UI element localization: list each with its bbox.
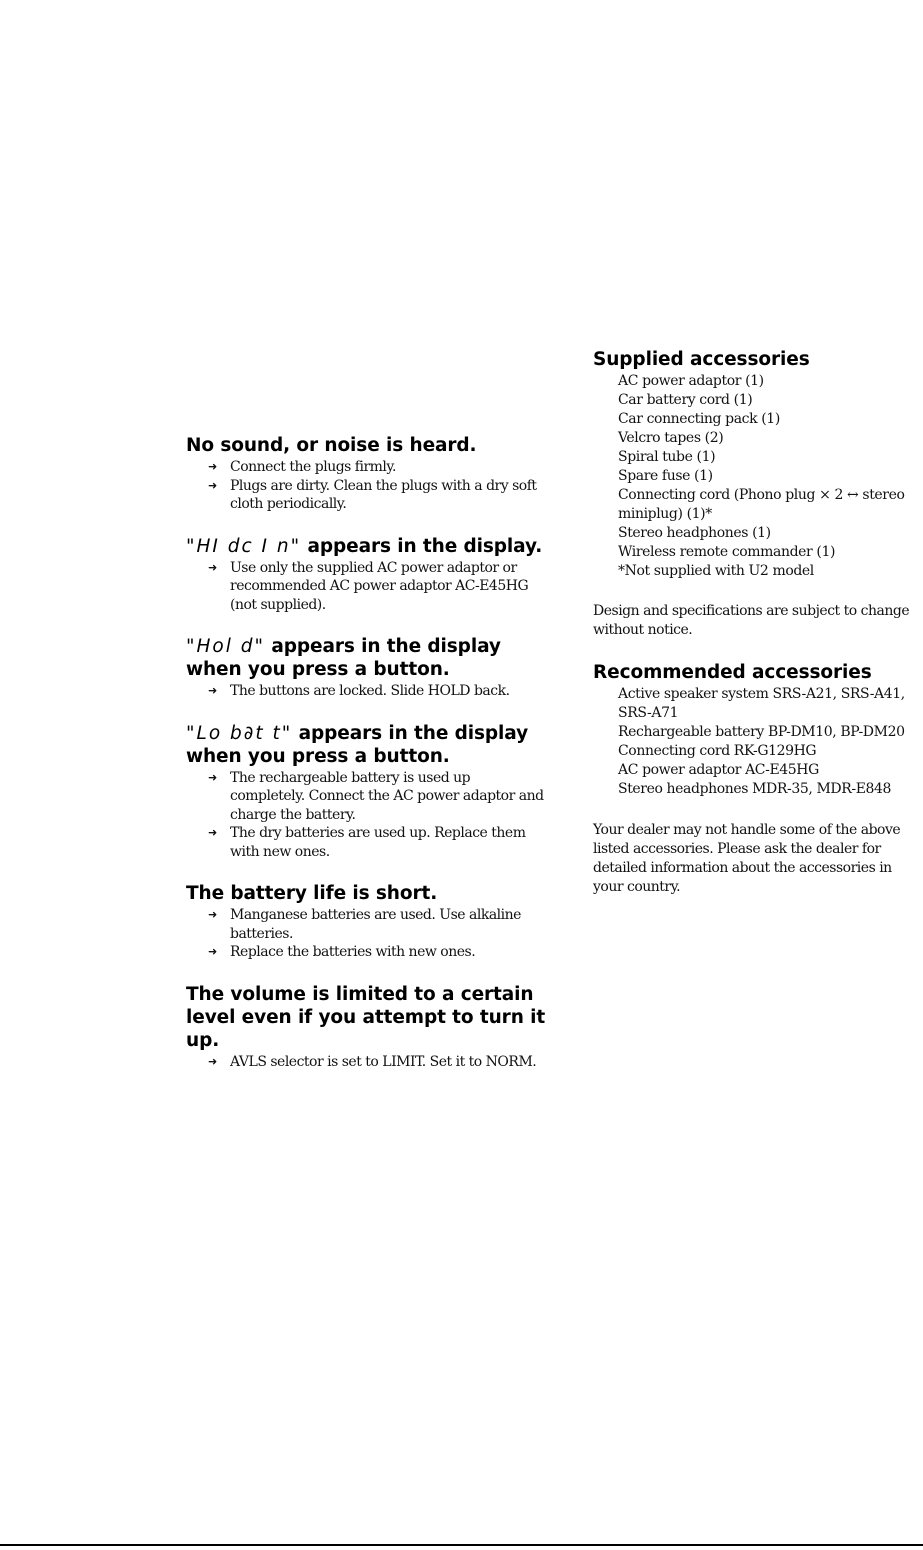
right-arrow-icon: ➜ (208, 770, 217, 784)
trouble-heading: "HI dc I n" appears in the display. (186, 535, 543, 557)
right-arrow-icon: ➜ (208, 478, 217, 492)
list-item: ➜ AVLS selector is set to LIMIT. Set it to NORM. (208, 1053, 537, 1070)
list-item: Wireless remote commander (1) (618, 544, 836, 560)
list-item: Rechargeable battery BP-DM10, BP-DM20 (618, 724, 905, 740)
remedy-list (186, 458, 546, 514)
right-arrow-icon: ➜ (208, 560, 217, 574)
list-item: Car battery cord (1) (618, 392, 753, 408)
list-item: ➜ Manganese batteries are used. Use alkaline batteries. (208, 907, 521, 942)
right-arrow-icon: ➜ (208, 684, 217, 697)
trouble-heading: The volume is limited to a certain level even if you attempt to turn it up. (186, 983, 546, 1051)
list-item: AC power adaptor (1) (618, 373, 764, 389)
right-arrow-icon: ➜ (208, 460, 217, 473)
remedy-list (186, 559, 546, 615)
list-item: Stereo headphones MDR-35, MDR-E848 (618, 781, 892, 797)
recommended-accessories-heading: Recommended accessories (593, 662, 872, 683)
footnote: *Not supplied with U2 model (618, 563, 814, 579)
accessories-column (593, 348, 919, 897)
list-item: Spare fuse (1) (618, 468, 713, 484)
trouble-heading: No sound, or noise is heard. (186, 435, 477, 456)
trouble-volume-limited (186, 983, 546, 1072)
list-item: ➜ The dry batteries are used up. Replace them with new ones. (208, 825, 526, 860)
trouble-hold (186, 635, 546, 701)
remedy-list (186, 682, 546, 701)
list-item: AC power adaptor AC-E45HG (618, 762, 819, 778)
page-bottom-rule (0, 1544, 923, 1546)
troubleshooting-column (186, 434, 546, 1092)
list-item: ➜ Replace the batteries with new ones. (208, 944, 476, 960)
trouble-heading: The battery life is short. (186, 883, 438, 904)
remedy-list (186, 1053, 546, 1072)
list-item: Active speaker system SRS-A21, SRS-A41, SRS-A71 (618, 686, 905, 721)
right-arrow-icon: ➜ (208, 826, 217, 839)
display-segment-text: "HI dc I n" (186, 535, 302, 557)
list-item: ➜ Plugs are dirty. Clean the plugs with a dry soft cloth periodically. (208, 477, 537, 512)
list-item: Connecting cord (Phono plug × 2 ↔ stereo miniplug) (1)* (618, 487, 905, 522)
trouble-heading: "Hol d" appears in the display when you press a button. (186, 636, 501, 680)
remedy-list (186, 906, 546, 962)
recommended-accessories-list (593, 685, 919, 799)
list-item: ➜ Use only the supplied AC power adaptor or recommended AC power adaptor AC-E45HG (not supplied). (208, 559, 529, 613)
list-item: Spiral tube (1) (618, 449, 716, 465)
remedy-list (186, 769, 546, 862)
list-item: ➜ The rechargeable battery is used up completely. Connect the AC power adaptor and charge the battery. (208, 769, 544, 823)
right-arrow-icon: ➜ (208, 945, 217, 958)
design-change-notice: Design and specifications are subject to change without notice. (593, 603, 910, 638)
list-item: ➜ Connect the plugs firmly. (208, 459, 396, 475)
right-arrow-icon: ➜ (208, 1054, 217, 1068)
list-item: Velcro tapes (2) (618, 430, 724, 446)
right-arrow-icon: ➜ (208, 908, 217, 921)
dealer-notice: Your dealer may not handle some of the above listed accessories. Please ask the dealer for detailed information about the accessories in your country. (593, 822, 901, 895)
list-item: ➜ The buttons are locked. Slide HOLD back. (208, 683, 510, 699)
display-segment-text: "Lo b∂t t" (186, 722, 293, 744)
list-item: Connecting cord RK-G129HG (618, 743, 817, 759)
trouble-hi-dc-in (186, 535, 546, 615)
supplied-accessories-heading: Supplied accessories (593, 349, 810, 370)
trouble-battery-life (186, 882, 546, 962)
trouble-heading: "Lo b∂t t" appears in the display when you press a button. (186, 722, 529, 767)
supplied-accessories-list (593, 372, 919, 581)
display-segment-text: "Hol d" (186, 636, 266, 657)
list-item: Stereo headphones (1) (618, 525, 771, 541)
trouble-no-sound (186, 434, 546, 514)
trouble-lo-batt (186, 722, 546, 862)
list-item: Car connecting pack (1) (618, 411, 780, 427)
